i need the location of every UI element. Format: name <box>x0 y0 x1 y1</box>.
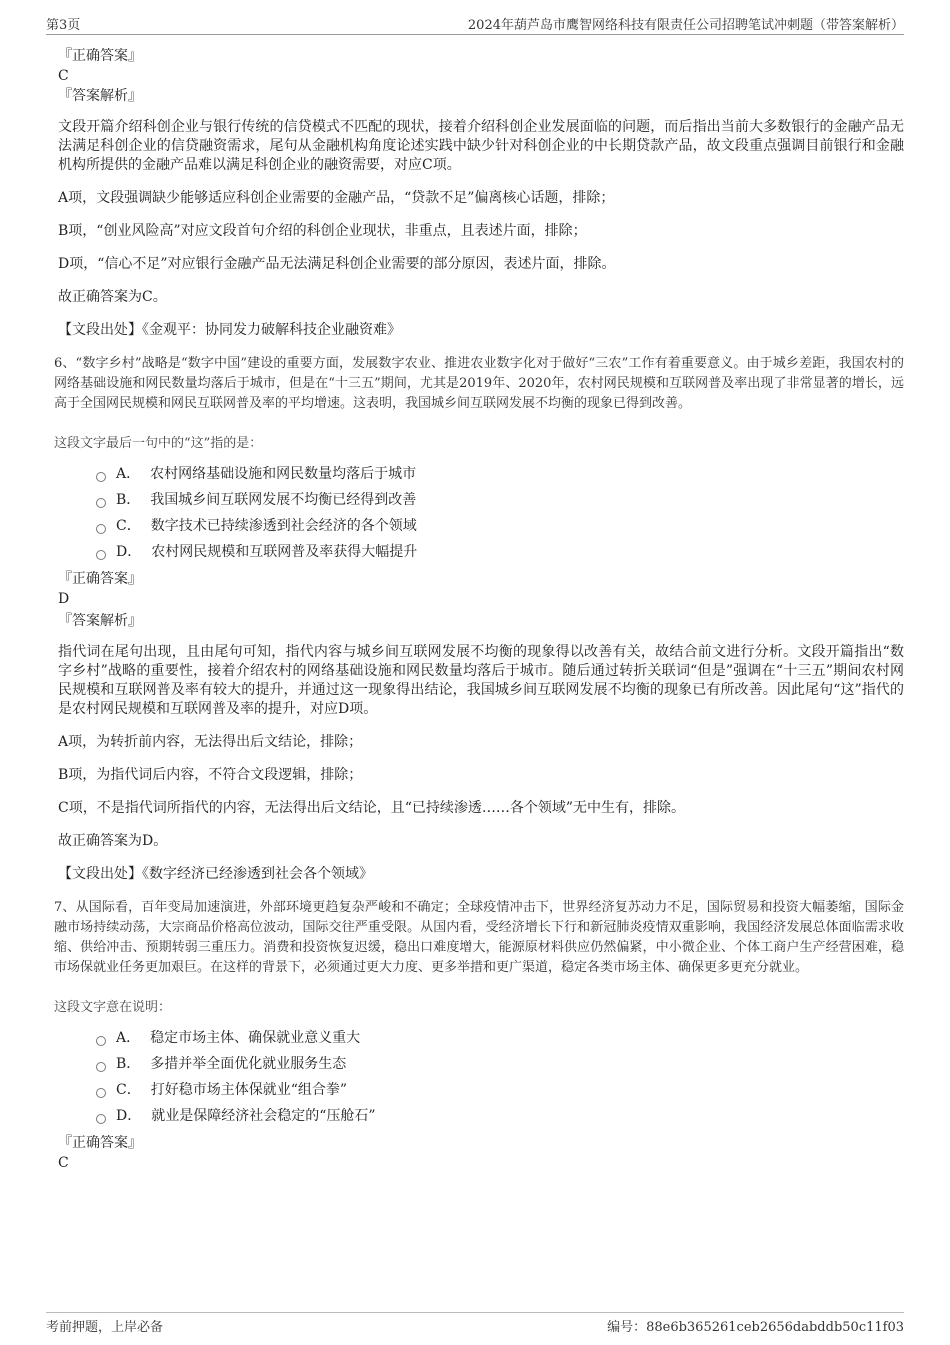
page-header <box>46 12 904 35</box>
option-c[interactable]: C． 打好稳市场主体保就业“组合拳” <box>96 1077 904 1103</box>
analysis-paragraph: 指代词在尾句出现，且由尾句可知，指代内容与城乡间互联网发展不均衡的现象得以改善有关，故结合前文进行分析。文段开篇指出“数字乡村”战略的重要性，接着介绍农村的网络基础设施和网民数量均落后于城市。随后通过转折关联词“但是”强调在“十三五”期间农村网民规模和互联网普及率有较大的提升，并通过这一现象得出结论，我国城乡间互联网发展不均衡的现象已有所改善。因此尾句“这”指代的是农村网民规模和互联网普及率的提升，对应D项。 <box>58 644 904 717</box>
radio-icon[interactable] <box>96 550 106 560</box>
radio-icon[interactable] <box>96 498 106 508</box>
page-content <box>54 46 904 1173</box>
question-6-prompt: 这段文字最后一句中的“这”指的是： <box>54 436 263 451</box>
source-citation: 【文段出处】《金观平：协同发力破解科技企业融资难》 <box>58 322 401 338</box>
radio-icon[interactable] <box>96 1088 106 1098</box>
analysis-option-d: D项，“信心不足”对应银行金融产品无法满足科创企业需要的部分原因，表述片面，排除。 <box>58 256 616 272</box>
correct-answer: D <box>58 591 70 607</box>
correct-answer-label: 『正确答案』 <box>58 1135 142 1151</box>
option-d[interactable]: D． 就业是保障经济社会稳定的“压舱石” <box>96 1103 904 1129</box>
analysis-option-b: B项，为指代词后内容，不符合文段逻辑，排除； <box>58 767 363 783</box>
radio-icon[interactable] <box>96 1114 106 1124</box>
analysis-option-c: C项，不是指代词所指代的内容，无法得出后文结论，且“已持续渗透……各个领域”无中生有，排除。 <box>58 800 686 816</box>
correct-answer-label: 『正确答案』 <box>58 48 142 64</box>
page-number: 第3页 <box>46 18 81 33</box>
source-citation: 【文段出处】《数字经济已经渗透到社会各个领域》 <box>58 866 373 882</box>
option-c[interactable]: C． 数字技术已持续渗透到社会经济的各个领域 <box>96 513 904 539</box>
page-footer <box>46 1312 904 1339</box>
analysis-conclusion: 故正确答案为C。 <box>58 289 167 305</box>
radio-icon[interactable] <box>96 524 106 534</box>
question-7-options <box>96 1025 904 1129</box>
document-id: 编号：88e6b365261ceb2656dabddb50c11f03 <box>607 1320 904 1335</box>
analysis-label: 『答案解析』 <box>58 88 142 104</box>
correct-answer-label: 『正确答案』 <box>58 571 142 587</box>
document-title: 2024年葫芦岛市鹰智网络科技有限责任公司招聘笔试冲刺题（带答案解析） <box>467 18 904 33</box>
correct-answer: C <box>58 68 69 84</box>
analysis-option-a: A项，为转折前内容，无法得出后文结论，排除； <box>58 734 363 750</box>
option-a[interactable]: A． 稳定市场主体、确保就业意义重大 <box>96 1025 904 1051</box>
option-b[interactable]: B． 我国城乡间互联网发展不均衡已经得到改善 <box>96 487 904 513</box>
question-6-text: 6、“数字乡村”战略是“数字中国”建设的重要方面，发展数字农业、推进农业数字化对于做好“三农”工作有着重要意义。由于城乡差距，我国农村的网络基础设施和网民数量均落后于城市，但是在“十三五”期间，尤其是2019年、2020年，农村网民规模和互联网普及率出现了非常显著的增长，远高于全国网民规模和网民互联网普及率的平均增速。这表明，我国城乡间互联网发展不均衡的现象已得到改善。 <box>54 356 904 411</box>
analysis-option-a: A项，文段强调缺少能够适应科创企业需要的金融产品，“贷款不足”偏离核心话题，排除； <box>58 190 615 206</box>
option-b[interactable]: B． 多措并举全面优化就业服务生态 <box>96 1051 904 1077</box>
option-a[interactable]: A． 农村网络基础设施和网民数量均落后于城市 <box>96 461 904 487</box>
analysis-label: 『答案解析』 <box>58 613 142 629</box>
analysis-option-b: B项，“创业风险高”对应文段首句介绍的科创企业现状，非重点，且表述片面，排除； <box>58 223 587 239</box>
footer-slogan: 考前押题，上岸必备 <box>46 1320 164 1335</box>
radio-icon[interactable] <box>96 1036 106 1046</box>
question-7-text: 7、从国际看，百年变局加速演进，外部环境更趋复杂严峻和不确定；全球疫情冲击下，世界经济复苏动力不足，国际贸易和投资大幅萎缩，国际金融市场持续动荡，大宗商品价格高位波动，国际交往严重受限。从国内看，受经济增长下行和新冠肺炎疫情双重影响，我国经济发展总体面临需求收缩、供给冲击、预期转弱三重压力。消费和投资恢复迟缓，稳出口难度增大，能源原材料供应仍然偏紧，中小微企业、个体工商户生产经营困难，稳市场保就业任务更加艰巨。在这样的背景下，必须通过更大力度、更多举措和更广渠道，稳定各类市场主体、确保更多更充分就业。 <box>54 900 904 975</box>
radio-icon[interactable] <box>96 1062 106 1072</box>
question-7-prompt: 这段文字意在说明： <box>54 1000 172 1015</box>
correct-answer: C <box>58 1155 69 1171</box>
option-d[interactable]: D． 农村网民规模和互联网普及率获得大幅提升 <box>96 539 904 565</box>
radio-icon[interactable] <box>96 472 106 482</box>
analysis-paragraph: 文段开篇介绍科创企业与银行传统的信贷模式不匹配的现状，接着介绍科创企业发展面临的问题，而后指出当前大多数银行的金融产品无法满足科创企业的信贷融资需求，尾句从金融机构角度论述实践中缺少针对科创企业的中长期贷款产品，故文段重点强调目前银行和金融机构所提供的金融产品难以满足科创企业的融资需要，对应C项。 <box>58 119 904 173</box>
question-6-options <box>96 461 904 565</box>
analysis-conclusion: 故正确答案为D。 <box>58 833 168 849</box>
